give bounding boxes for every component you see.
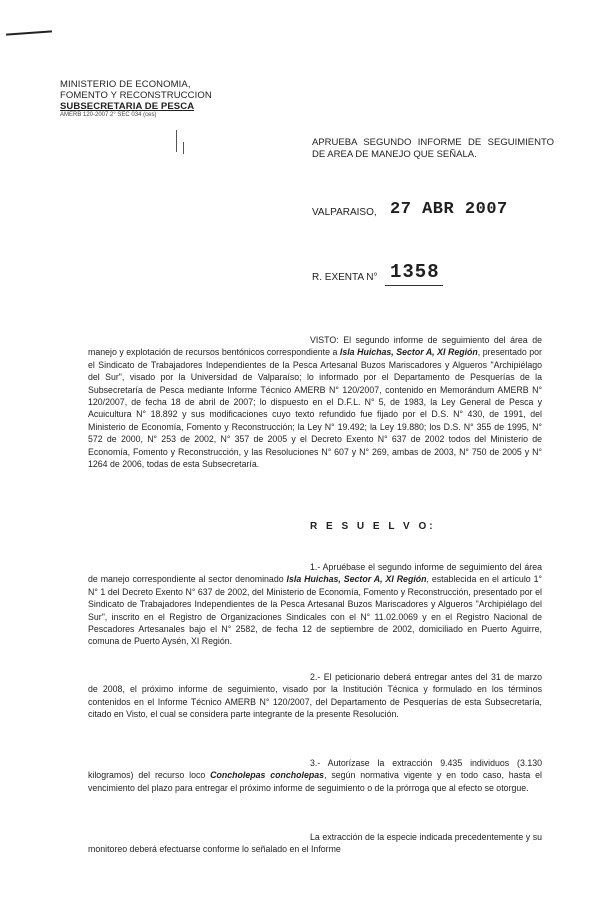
visto-text-cont: , presentado por el Sindicato de Trabajadores Independientes de la Pesca Artesanal Buzos Mariscadores y Algueros "Archipiélago del Sur", visado por la Universidad de Valparaíso; lo informado por el Departamento de Pesquerías de la Subsecretaría de Pesca mediante Informe Técnico AMERB N° 120/2007, contenido en Memorándum AMERB N° 120/2007, de fecha 18 de abril de 2007; lo dispuesto en el D.F.L. N° 5, de 1983, la Ley General de Pesca y Acuicultura N° 18.892 y sus modificaciones cuyo texto refundido fue fijado por el D.S. N° 430, de 1991, del Ministerio de Economía, Fomento y Reconstrucción; la Ley N° 19.492; la Ley 19.880; los D.S. N° 355 de 1995, N° 572 de 2000, N° 253 de 2002, N° 357 de 2005 y el Decreto Exento N° 637 de 2002 todos del Ministerio de Economía, Fomento y Reconstrucción, y las Resoluciones N° 607 y N° 269, ambas de 2003, N° 750 de 2005 y N° 1264 de 2006, todas de esta Subsecretaría. [88, 347, 542, 470]
scan-artifact [176, 130, 177, 152]
corner-scan-mark [6, 30, 52, 35]
item-3-species: Concholepas concholepas [210, 770, 325, 781]
number-underline [385, 285, 443, 286]
letterhead [60, 79, 212, 118]
item-4 [88, 831, 542, 856]
item-1-text: , establecida en el artículo 1° N° 1 del Decreto Exento N° 637 de 2002, del Ministerio de Economía, Fomento y Reconstrucción, presentado por el Sindicato de Trabajadores Independientes de la Pesca Artesanal Buzos Mariscadores y Algueros "Archipiélago del Sur", inscrito en el Registro de Organizaciones Sindicales con el N° 11.02.0069 y en el Registro Nacional de Pescadores Artesanales bajo el N° 2582, de fecha 12 de septiembre de 2002, domiciliado en Puerto Aguirre, comuna de Puerto Aysén, XI Región. [88, 574, 543, 647]
item-4-text: La extracción de la especie indicada precedentemente y su monitoreo deberá efectuarse conforme lo señalado en el Informe [88, 832, 542, 855]
visto-area-name: Isla Huichas, Sector A, XI Región [339, 347, 478, 358]
document-title: APRUEBA SEGUNDO INFORME DE SEGUIMIENTO DE AREA DE MANEJO QUE SEÑALA. [312, 137, 554, 160]
item-2-text: 2.- El peticionario deberá entregar antes del 31 de marzo de 2008, el próximo informe de seguimiento, visado por la Institución Técnica y formulado en los términos contenidos en el Informe Técnico AMERB N° 120/2007, del Departamento de Pesquerías de esta Subsecretaría, citado en Visto, el cual se considera parte integrante de la presente Resolución. [88, 672, 542, 720]
item-3-lead: 3.- Autorízase la extracción 9.435 individuos (3.130 kilogramos) del recurso loco [88, 758, 542, 781]
date-stamp: 27 ABR 2007 [390, 200, 508, 219]
reference-code: AMERB 120-2007 2° SEC 034 (ces) [60, 112, 157, 118]
item-1 [88, 561, 542, 648]
item-2 [88, 671, 542, 721]
place-label: VALPARAISO, [312, 207, 377, 218]
subsecretaria-name: SUBSECRETARIA DE PESCA [60, 101, 195, 112]
scan-artifact [183, 142, 184, 154]
resolution-label: R. EXENTA N° [312, 272, 378, 283]
resolution-number: 1358 [390, 261, 440, 283]
item-1-lead: 1.- Apruébase el segundo informe de seguimiento del área de manejo correspondiente al sector denominado [88, 562, 542, 585]
item-3 [88, 757, 542, 794]
item-3-text: , según normativa vigente y en todo caso, hasta el vencimiento del plazo para entregar el próximo informe de seguimiento o de la prórroga que al efecto se otorgue. [88, 770, 542, 793]
ministry-name-cont: FOMENTO Y RECONSTRUCCION [60, 90, 212, 101]
resuelvo-heading: R E S U E L V O: [310, 521, 436, 532]
visto-text: El segundo informe de seguimiento del área de manejo y explotación de recursos bentónicos correspondiente a [88, 335, 542, 358]
visto-paragraph [88, 334, 542, 470]
item-1-area-name: Isla Huichas, Sector A, XI Región [286, 574, 427, 585]
ministry-name: MINISTERIO DE ECONOMIA, [60, 79, 191, 90]
visto-lead: VISTO: [310, 335, 339, 345]
